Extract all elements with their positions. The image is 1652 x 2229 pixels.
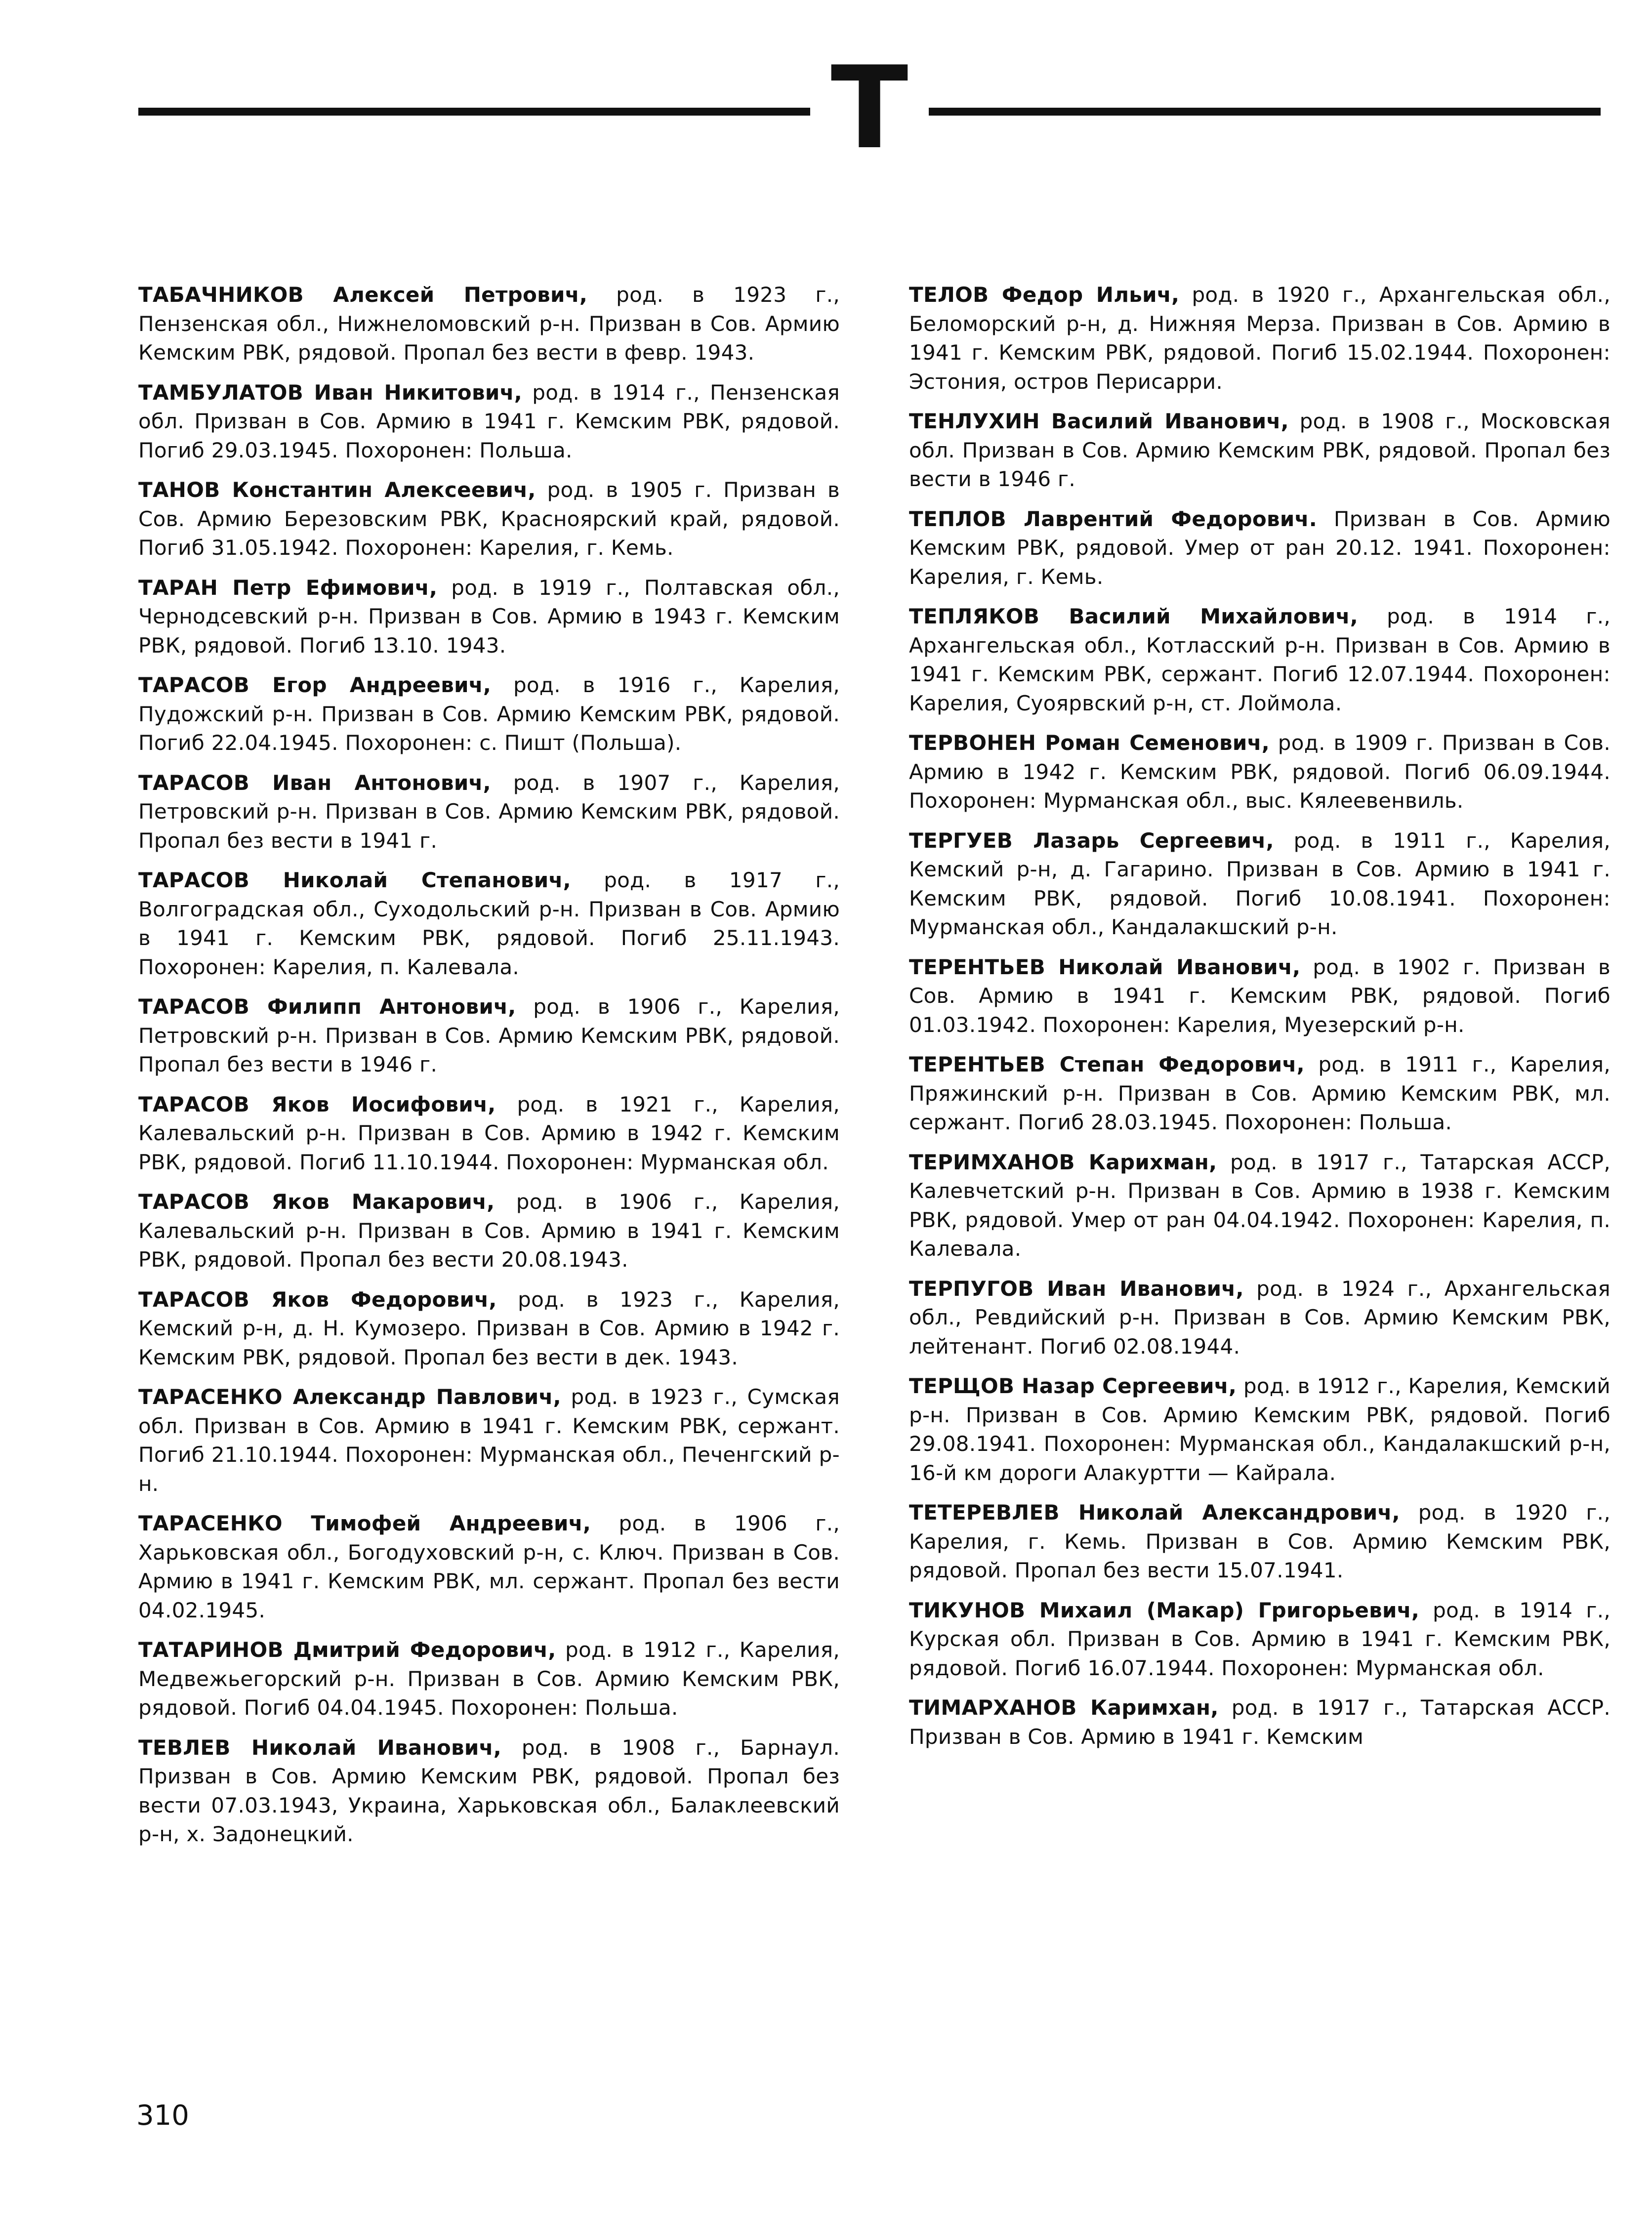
entry-name: ТАРАСОВ Яков Макарович,	[138, 1190, 495, 1214]
entry-details: род. в 1920 г., Архангельская обл., Беломорский р-н, д. Нижняя Мерза. Призван в Сов. Армию в 1941 г. Кемским РВК, рядовой. Погиб 15.02.1944. Похоронен: Эстония, остров Перисарри.	[909, 283, 1611, 394]
biography-entry	[138, 1188, 840, 1275]
entry-details: род. в 1924 г., Архангельская обл., Ревдийский р-н. Призван в Сов. Армию Кемским РВК, лейтенант. Погиб 02.08.1944.	[909, 1276, 1611, 1359]
biography-entry	[138, 769, 840, 856]
entry-name: ТЕВЛЕВ Николай Иванович,	[138, 1735, 502, 1760]
entry-details: род. в 1908 г., Московская обл. Призван в Сов. Армию Кемским РВК, рядовой. Пропал без вести в 1946 г.	[909, 409, 1611, 491]
entry-details: род. в 1920 г., Карелия, г. Кемь. Призван в Сов. Армию Кемским РВК, рядовой. Пропал без вести 15.07.1941.	[909, 1500, 1611, 1582]
entry-details: род. в 1923 г., Сумская обл. Призван в Сов. Армию в 1941 г. Кемским РВК, сержант. Погиб 21.10.1944. Похоронен: Мурманская обл., Печенгский р-н.	[138, 1385, 840, 1496]
entry-name: ТАРАСОВ Иван Антонович,	[138, 770, 491, 795]
biography-entry	[909, 1498, 1611, 1585]
biography-entry	[909, 1148, 1611, 1264]
entry-name: ТАТАРИНОВ Дмитрий Федорович,	[138, 1638, 556, 1662]
entry-name: ТАБАЧНИКОВ Алексей Петрович,	[138, 283, 588, 307]
entry-name: ТЕРВОНЕН Роман Семенович,	[909, 731, 1270, 755]
biography-entry	[909, 1693, 1611, 1751]
entry-name: ТАРАСОВ Николай Степанович,	[138, 868, 571, 892]
biography-entry	[138, 476, 840, 563]
page-number: 310	[136, 2100, 189, 2132]
entry-details: род. в 1912 г., Карелия, Кемский р-н. Призван в Сов. Армию Кемским РВК, рядовой. Погиб 29.08.1941. Похоронен: Мурманская обл., Кандалакшский р-н, 16-й км дороги Алакуртти — Кайрала.	[909, 1374, 1611, 1485]
biography-entry	[909, 953, 1611, 1040]
biography-entry	[909, 1596, 1611, 1683]
biography-entry	[909, 281, 1611, 396]
biography-entry	[909, 1275, 1611, 1362]
right-column	[909, 281, 1611, 1762]
entry-name: ТАРАСОВ Егор Андреевич,	[138, 673, 492, 697]
section-letter: Т	[830, 42, 909, 174]
entry-name: ТАРАСОВ Филипп Антонович,	[138, 994, 516, 1019]
entry-details: род. в 1917 г., Волгоградская обл., Суходольский р-н. Призван в Сов. Армию в 1941 г. Кемским РВК, рядовой. Погиб 25.11.1943. Похоронен: Карелия, п. Калевала.	[138, 868, 840, 979]
biography-entry	[138, 671, 840, 758]
entry-details: род. в 1905 г. Призван в Сов. Армию Березовским РВК, Красноярский край, рядовой. Погиб 31.05.1942. Похоронен: Карелия, г. Кемь.	[138, 478, 840, 560]
entry-name: ТЕПЛОВ Лаврентий Федорович.	[909, 506, 1318, 531]
entry-details: род. в 1914 г., Архангельская обл., Котласский р-н. Призван в Сов. Армию в 1941 г. Кемским РВК, сержант. Погиб 12.07.1944. Похоронен: Карелия, Суоярвский р-н, ст. Лоймола.	[909, 604, 1611, 715]
entry-name: ТИМАРХАНОВ Каримхан,	[909, 1695, 1219, 1720]
entry-details: род. в 1908 г., Барнаул. Призван в Сов. Армию Кемским РВК, рядовой. Пропал без вести 07.03.1943, Украина, Харьковская обл., Балаклеевский р-н, х. Задонецкий.	[138, 1735, 840, 1846]
entry-name: ТЕРЩОВ Назар Сергеевич,	[909, 1374, 1237, 1398]
biography-entry	[909, 505, 1611, 592]
entry-details: род. в 1911 г., Карелия, Пряжинский р-н. Призван в Сов. Армию Кемским РВК, мл. сержант. Погиб 28.03.1945. Похоронен: Польша.	[909, 1052, 1611, 1134]
entry-name: ТЕПЛЯКОВ Василий Михайлович,	[909, 604, 1359, 628]
entry-name: ТАРАСЕНКО Александр Павлович,	[138, 1385, 561, 1409]
header-rule-right	[929, 108, 1601, 116]
biography-entry	[138, 1734, 840, 1849]
biography-entry	[909, 826, 1611, 942]
entry-name: ТЕРГУЕВ Лазарь Сергеевич,	[909, 828, 1274, 853]
entry-name: ТАРАСЕНКО Тимофей Андреевич,	[138, 1511, 591, 1535]
entry-details: род. в 1916 г., Карелия, Пудожский р-н. Призван в Сов. Армию Кемским РВК, рядовой. Погиб 22.04.1945. Похоронен: с. Пишт (Польша).	[138, 673, 840, 755]
entry-name: ТАРАСОВ Яков Иосифович,	[138, 1092, 496, 1116]
entry-name: ТИКУНОВ Михаил (Макар) Григорьевич,	[909, 1598, 1420, 1622]
biography-entry	[138, 1285, 840, 1372]
biography-entry	[138, 281, 840, 368]
biography-entry	[138, 574, 840, 660]
entry-details: род. в 1921 г., Карелия, Калевальский р-н. Призван в Сов. Армию в 1942 г. Кемским РВК, рядовой. Погиб 11.10.1944. Похоронен: Мурманская обл.	[138, 1092, 840, 1174]
entry-name: ТЕЛОВ Федор Ильич,	[909, 283, 1180, 307]
entry-details: род. в 1906 г., Карелия, Калевальский р-н. Призван в Сов. Армию в 1941 г. Кемским РВК, рядовой. Пропал без вести 20.08.1943.	[138, 1190, 840, 1272]
entry-details: род. в 1911 г., Карелия, Кемский р-н, д. Гагарино. Призван в Сов. Армию в 1941 г. Кемским РВК, рядовой. Погиб 10.08.1941. Похоронен: Мурманская обл., Кандалакшский р-н.	[909, 828, 1611, 939]
entry-details: Призван в Сов. Армию Кемским РВК, рядовой. Умер от ран 20.12. 1941. Похоронен: Карелия, г. Кемь.	[909, 506, 1611, 589]
entry-details: род. в 1923 г., Карелия, Кемский р-н, д. Н. Кумозеро. Призван в Сов. Армию в 1942 г. Кемским РВК, рядовой. Пропал без вести в дек. 1943.	[138, 1287, 840, 1369]
entry-name: ТАРАН Петр Ефимович,	[138, 575, 438, 600]
entry-name: ТЕРПУГОВ Иван Иванович,	[909, 1276, 1244, 1301]
entry-name: ТАНОВ Константин Алексеевич,	[138, 478, 536, 502]
entry-name: ТЕРЕНТЬЕВ Николай Иванович,	[909, 954, 1301, 979]
entry-details: род. в 1906 г., Харьковская обл., Богодуховский р-н, с. Ключ. Призван в Сов. Армию в 1941 г. Кемским РВК, мл. сержант. Пропал без вести 04.02.1945.	[138, 1511, 840, 1622]
biography-entry	[138, 1383, 840, 1498]
entry-details: род. в 1914 г., Курская обл. Призван в Сов. Армию в 1941 г. Кемским РВК, рядовой. Погиб 16.07.1944. Похоронен: Мурманская обл.	[909, 1598, 1611, 1680]
section-header	[138, 42, 1601, 174]
entry-details: род. в 1919 г., Полтавская обл., Чернодсевский р-н. Призван в Сов. Армию в 1943 г. Кемским РВК, рядовой. Погиб 13.10. 1943.	[138, 575, 840, 658]
entry-details: род. в 1909 г. Призван в Сов. Армию в 1942 г. Кемским РВК, рядовой. Погиб 06.09.1944. Похоронен: Мурманская обл., выс. Кялеевенвиль.	[909, 731, 1611, 813]
entry-name: ТЕРИМХАНОВ Карихман,	[909, 1150, 1217, 1174]
header-rule-left	[138, 108, 810, 116]
entry-details: род. в 1902 г. Призван в Сов. Армию в 1941 г. Кемским РВК, рядовой. Погиб 01.03.1942. Похоронен: Карелия, Муезерский р-н.	[909, 954, 1611, 1037]
entry-details: род. в 1912 г., Карелия, Медвежьегорский р-н. Призван в Сов. Армию Кемским РВК, рядовой. Погиб 04.04.1945. Похоронен: Польша.	[138, 1638, 840, 1720]
entry-details: род. в 1906 г., Карелия, Петровский р-н. Призван в Сов. Армию Кемским РВК, рядовой. Пропал без вести в 1946 г.	[138, 994, 840, 1076]
biography-entry	[138, 992, 840, 1079]
biography-entry	[138, 1636, 840, 1723]
biography-entry	[138, 866, 840, 982]
entry-details: род. в 1923 г., Пензенская обл., Нижнеломовский р-н. Призван в Сов. Армию Кемским РВК, рядовой. Пропал без вести в февр. 1943.	[138, 283, 840, 365]
biography-entry	[909, 729, 1611, 816]
entry-name: ТЕНЛУХИН Василий Иванович,	[909, 409, 1289, 433]
biography-entry	[909, 602, 1611, 718]
left-column	[138, 281, 840, 1860]
biography-entry	[909, 1372, 1611, 1487]
entry-details: род. в 1917 г., Татарская АССР, Калевчетский р-н. Призван в Сов. Армию в 1938 г. Кемским РВК, рядовой. Умер от ран 04.04.1942. Похоронен: Карелия, п. Калевала.	[909, 1150, 1611, 1261]
biography-entry	[138, 1090, 840, 1177]
entry-details: род. в 1907 г., Карелия, Петровский р-н. Призван в Сов. Армию Кемским РВК, рядовой. Пропал без вести в 1941 г.	[138, 770, 840, 853]
entry-name: ТЕРЕНТЬЕВ Степан Федорович,	[909, 1052, 1305, 1076]
entry-details: род. в 1914 г., Пензенская обл. Призван в Сов. Армию в 1941 г. Кемским РВК, рядовой. Погиб 29.03.1945. Похоронен: Польша.	[138, 380, 840, 462]
biography-entry	[138, 1509, 840, 1625]
entry-name: ТЕТЕРЕВЛЕВ Николай Александрович,	[909, 1500, 1400, 1525]
entry-name: ТАРАСОВ Яков Федорович,	[138, 1287, 497, 1312]
entry-name: ТАМБУЛАТОВ Иван Никитович,	[138, 380, 522, 405]
entry-details: род. в 1917 г., Татарская АССР. Призван в Сов. Армию в 1941 г. Кемским	[909, 1695, 1611, 1749]
biography-entry	[909, 407, 1611, 494]
biography-entry	[909, 1050, 1611, 1137]
biography-entry	[138, 378, 840, 465]
